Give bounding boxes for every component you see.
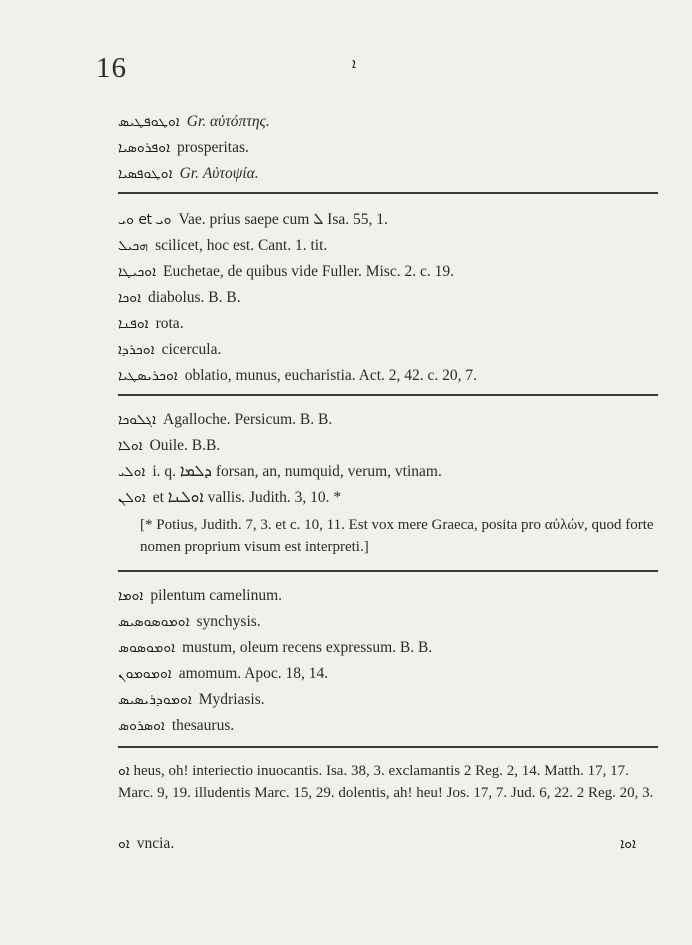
entry-gloss: scilicet, hoc est. Cant. 1. tit.	[155, 237, 328, 254]
entry	[118, 208, 658, 232]
syriac-headword: ܐܘܠܝ	[118, 464, 146, 480]
section-divider	[118, 394, 658, 396]
entry	[118, 110, 658, 134]
syriac-headword: ܐܘܡܘܕܪܝܣܝܣ	[118, 692, 192, 708]
syriac-headword: ܐܘ	[118, 763, 130, 779]
syriac-headword: ܐܘܟܪܝܣܛܝܐ	[118, 368, 178, 384]
entry	[118, 260, 658, 284]
entry-gloss: Gr. Αὐτοψία.	[179, 165, 259, 182]
entry-gloss: cicercula.	[161, 341, 222, 358]
entry	[118, 610, 658, 634]
entry-gloss: prosperitas.	[177, 139, 249, 156]
entry-gloss: diabolus. B. B.	[148, 289, 241, 306]
section-divider	[118, 192, 658, 194]
syriac-headword: ܐܘܣܪܘܣ	[118, 718, 165, 734]
entry	[118, 408, 658, 432]
syriac-headword: ܐܘܡܘܣܘܣܝܣ	[118, 614, 190, 630]
entry	[118, 286, 658, 310]
entry	[118, 434, 658, 458]
syriac-headword: ܐܘܟܐ	[118, 290, 142, 306]
syriac-headword: ܐܘ	[118, 836, 130, 852]
footnote: [* Potius, Judith. 7, 3. et c. 10, 11. Est vox mere Graeca, posita pro αὐλών, quod forte nomen proprium visum est interpreti.]	[140, 517, 654, 555]
syriac-headword: ܐܘܡܐ	[118, 588, 144, 604]
entry-gloss: Gr. αὐτόπτης.	[186, 113, 270, 130]
entry-gloss: oblatio, munus, eucharistia. Act. 2, 42. c. 20, 7.	[184, 367, 478, 384]
entry-gloss: pilentum camelinum.	[150, 587, 283, 604]
syriac-headword: ܐܘܦܢܐ	[118, 316, 149, 332]
entry	[118, 688, 658, 712]
entry-gloss: amomum. Apoc. 18, 14.	[178, 665, 329, 682]
entry	[118, 636, 658, 660]
entry-gloss: mustum, oleum recens expressum. B. B.	[182, 639, 433, 656]
entry-gloss: Euchetae, de quibus vide Fuller. Misc. 2. c. 19.	[163, 263, 455, 280]
page-number: 16	[96, 52, 127, 84]
entry-gloss: heus, oh! interiectio inuocantis. Isa. 38, 3. exclamantis 2 Reg. 2, 14. Matth. 17, 17. Marc. 9, 19. illudentis Marc. 15, 29. dolentis, ah! heu! Jos. 17, 7. Jud. 6, 22. 2 Reg. 20, 3.	[118, 763, 654, 801]
syriac-headword: ܘܝ et ܘܝ	[118, 212, 172, 228]
entry-gloss: i. q. ܕܠܡܐ forsan, an, numquid, verum, vtinam.	[152, 463, 442, 480]
entry	[118, 338, 658, 362]
entry	[118, 136, 658, 160]
entry	[118, 714, 658, 738]
final-entry	[118, 760, 666, 804]
entry	[118, 364, 658, 388]
syriac-headword: ܐܘܛܘܦܣܝܐ	[118, 166, 173, 182]
entry-gloss: et ܐܘܠܢܐ vallis. Judith. 3, 10. *	[152, 489, 342, 506]
syriac-headword: ܐܓܠܘܟܐ	[118, 412, 157, 428]
syriac-headword: ܐܘܟܪܕܐ	[118, 342, 155, 358]
entry	[118, 662, 658, 686]
section-divider	[118, 746, 658, 748]
entry	[118, 234, 658, 258]
entry	[118, 460, 658, 484]
syriac-headword: ܐܘܦܪܘܣܝܐ	[118, 140, 171, 156]
entry-gloss: thesaurus.	[171, 717, 235, 734]
syriac-headword: ܐܘܛܘܦܛܝܣ	[118, 114, 180, 130]
entry-gloss: Vae. prius saepe cum ܠ Isa. 55, 1.	[178, 211, 388, 228]
entry-gloss: rota.	[155, 315, 184, 332]
entry-gloss: Mydriasis.	[198, 691, 265, 708]
entry	[118, 584, 658, 608]
entry-gloss: Agalloche. Persicum. B. B.	[163, 411, 333, 428]
entry-gloss: vncia.	[136, 835, 175, 852]
syriac-headword: ܐܘܡܘܣܘܣ	[118, 640, 176, 656]
entry	[118, 832, 658, 856]
syriac-headword: ܐܘܠܐ	[118, 438, 143, 454]
syriac-headword: ܐܘܟܝܛܐ	[118, 264, 157, 280]
entry	[118, 486, 658, 510]
entry	[118, 312, 658, 336]
entry-gloss: synchysis.	[196, 613, 261, 630]
entry	[118, 162, 658, 186]
section-divider	[118, 570, 658, 572]
entry-gloss: Ouile. B.B.	[149, 437, 221, 454]
running-head: ܐ	[352, 56, 356, 72]
syriac-headword: ܐܘܡܘܡܘܢ	[118, 666, 172, 682]
syriac-headword: ܗܟܝܠ	[118, 238, 149, 254]
syriac-headword: ܐܘܠܢ	[118, 490, 146, 506]
catchword: ܐܘܐ	[620, 836, 636, 852]
